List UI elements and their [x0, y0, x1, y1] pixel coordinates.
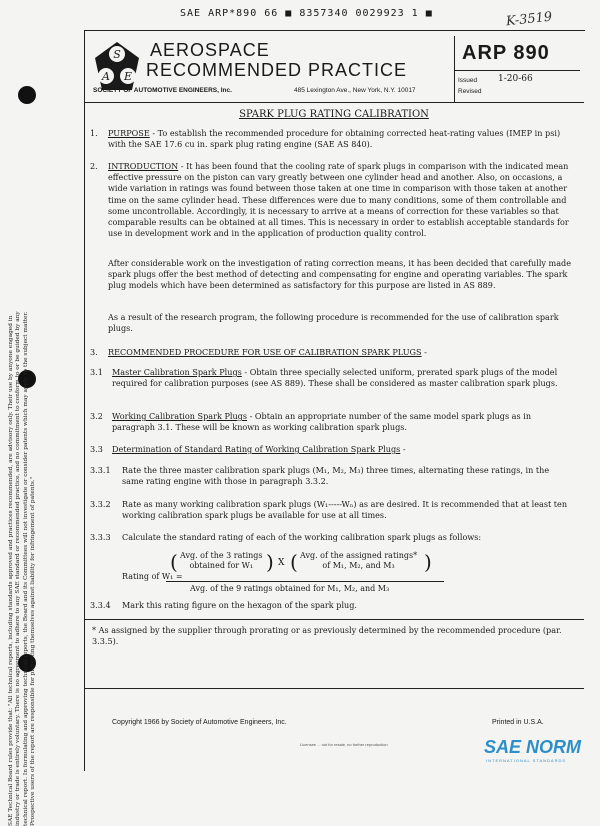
section-2-introduction: INTRODUCTION - It has been found that the cooling rate of spark plugs in comparison with the indicated mean effective pressure on the piston can vary greatly between one cylinder head and another. Also, on occasions, a wide variation in ratings was found between those taken at one time in comparison with those taken at another time on the same cylinder head. These differences were due to many conditions, some of them controllable and some uncontrollable. Accordingly, it is necessary to arrive at a means of correction for these variables so that comparable results can be obtained at all times. This is necessary in order to establish acceptable standards for use in development work and in the application of production quality control.	[108, 161, 569, 239]
section-3-3-1-text: Rate the three master calibration spark plugs (M₁, M₂, M₃) three times, alternating these ratings, in the same rating engine with those in paragraph 3.3.2.	[122, 465, 550, 487]
society-address: 485 Lexington Ave., New York, N.Y. 10017	[294, 87, 416, 94]
section-3-3-number: 3.3	[90, 444, 103, 454]
logo-letter-s: S	[113, 48, 121, 61]
section-3-1-master-plugs: Master Calibration Spark Plugs - Obtain three specially selected uniform, prerated spark plugs of the model required for calibration purposes (see AS 889). These shall be considered as master calibration spark plugs.	[112, 367, 558, 389]
scan-header-code: SAE ARP*890 66 ■ 8357340 0029923 1 ■	[180, 8, 433, 19]
scan-license-note: Licensee ... not for resale, no further reproduction	[300, 742, 388, 747]
paren-open-right: (	[290, 550, 298, 574]
section-2-number: 2.	[90, 161, 98, 171]
section-3-3-1-number: 3.3.1	[90, 465, 111, 475]
footnote-divider	[84, 619, 584, 620]
doc-number: ARP 890	[462, 42, 550, 64]
section-3-2-number: 3.2	[90, 411, 103, 421]
formula-times: X	[278, 558, 285, 568]
document-title: SPARK PLUG RATING CALIBRATION	[239, 109, 429, 120]
footnote: * As assigned by the supplier through prorating or as previously determined by the recommended procedure (par. 3.3.5).	[92, 625, 562, 647]
logo-letter-e: E	[123, 70, 133, 83]
fraction-bar	[166, 581, 444, 582]
header-divider	[84, 102, 584, 103]
section-3-1-number: 3.1	[90, 367, 103, 377]
side-legal-notice: SAE Technical Board rules provide that: "All technical reports, including standards approved and practices recommended, are advisory only. Their use by anyone engaged in industry or trade is entirely voluntary. There is no agreement to adhere to any SAE standard or recommended practice, and no commitment to conform to or be guided by any technical report. In formulating and approving technical reports, the Board and its Committees will not investigate or consider patents which may apply to the subject matter. Prospective users of the report are responsible for protecting themselves against liability for infringement of patents."	[8, 311, 36, 826]
section-3-3-3-text: Calculate the standard rating of each of the working calibration spark plugs as follows:	[122, 532, 482, 542]
paren-close-right: )	[424, 550, 432, 574]
section-1-number: 1.	[90, 128, 98, 138]
section-3-3-4-number: 3.3.4	[90, 600, 111, 610]
sae-norm-subtitle: INTERNATIONAL STANDARDS	[486, 758, 567, 763]
formula-numerator-left: Avg. of the 3 ratings obtained for W₁	[180, 551, 263, 570]
section-1-purpose: PURPOSE - To establish the recommended procedure for obtaining corrected heat-rating values (IMEP in psi) with the SAE 17.6 cu in. spark plug rating engine (SAE AS 840).	[108, 128, 561, 150]
issued-label: Issued	[458, 77, 478, 84]
logo-letter-a: A	[102, 70, 110, 83]
paren-close-left: )	[266, 550, 274, 574]
punch-hole-top	[18, 86, 36, 104]
section-3-3-heading: Determination of Standard Rating of Working Calibration Spark Plugs -	[112, 444, 406, 454]
section-3-heading: RECOMMENDED PROCEDURE FOR USE OF CALIBRATION SPARK PLUGS -	[108, 347, 427, 357]
printed-in: Printed in U.S.A.	[492, 719, 544, 726]
doc-number-divider	[454, 70, 580, 71]
sae-norm-logo: SAE NORM	[484, 737, 582, 757]
footer-divider	[84, 688, 584, 689]
copyright: Copyright 1966 by Society of Automotive Engineers, Inc.	[112, 719, 287, 726]
org-title-line1: AEROSPACE	[150, 40, 270, 60]
section-3-3-2-number: 3.3.2	[90, 499, 111, 509]
section-2-paragraph-3: As a result of the research program, the following procedure is recommended for the use of calibration spark plugs.	[108, 312, 559, 334]
handwritten-note: K-3519	[505, 9, 553, 30]
org-title-line2: RECOMMENDED PRACTICE	[146, 60, 408, 80]
revised-label: Revised	[458, 88, 482, 95]
society-name: SOCIETY OF AUTOMOTIVE ENGINEERS, Inc.	[93, 87, 232, 94]
section-3-3-3-number: 3.3.3	[90, 532, 111, 542]
section-2-paragraph-2: After considerable work on the investigation of rating correction means, it has been decided that carefully made spark plugs offer the best method of detecting and compensating for engine and operating variables. The spark plug models which have been determined as satisfactory for this purpose are listed in AS 889.	[108, 258, 572, 291]
issued-date: 1-20-66	[498, 74, 533, 84]
section-3-3-2-text: Rate as many working calibration spark plugs (W₁-----Wₙ) as are desired. It is recommended that at least ten working calibration spark plugs be available for use at all times.	[122, 499, 568, 521]
section-3-number: 3.	[90, 347, 98, 357]
formula-denominator: Avg. of the 9 ratings obtained for M₁, M₂, and M₃	[190, 584, 390, 593]
section-3-3-4-text: Mark this rating figure on the hexagon of the spark plug.	[122, 600, 357, 610]
section-3-2-working-plugs: Working Calibration Spark Plugs - Obtain an appropriate number of the same model spark plugs as in paragraph 3.1. These will be known as working calibration spark plugs.	[112, 411, 532, 433]
formula-numerator-right: Avg. of the assigned ratings* of M₁, M₂, and M₃	[300, 551, 418, 570]
formula-lhs: Rating of W₁ =	[122, 572, 183, 581]
sae-logo	[92, 40, 142, 94]
paren-open-left: (	[170, 550, 178, 574]
